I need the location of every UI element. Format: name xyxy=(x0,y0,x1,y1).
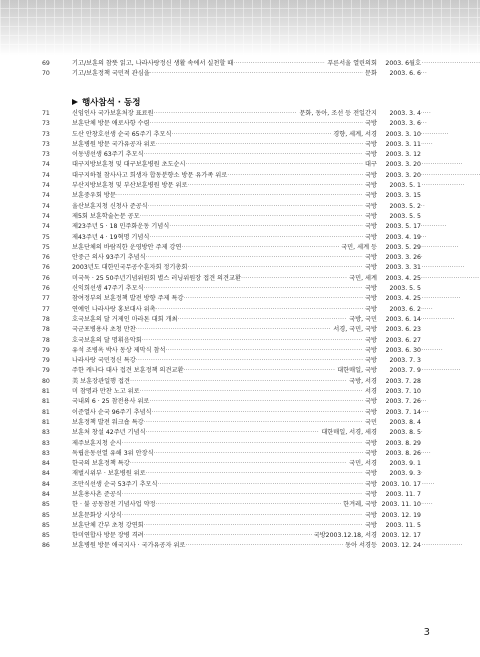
entry-number: 78 xyxy=(42,336,50,344)
entry-number: 73 xyxy=(42,120,50,128)
entry-date: 2003. 4. 25 xyxy=(385,274,421,282)
entry-number: 76 xyxy=(42,274,50,282)
entry-publication: 국방 xyxy=(365,264,377,272)
entry-title-text: 한국의 보훈정책 특강 xyxy=(72,460,130,468)
entry-source xyxy=(363,191,421,201)
entry-number: 80 xyxy=(42,377,50,385)
entry-date: 2003. 4. 25 xyxy=(385,295,421,303)
entry-publication: 국방 xyxy=(365,171,377,179)
event-entry-list xyxy=(0,109,480,552)
entry-date: 2003. 5. 1 xyxy=(389,182,421,190)
entry-publication: 문화, 동아, 조선 등 전일간지 xyxy=(299,110,377,117)
toc-row xyxy=(0,336,480,346)
entry-source xyxy=(363,181,421,191)
entry-source xyxy=(347,315,421,325)
entry-date: 2003. 10. 17 xyxy=(381,480,421,488)
toc-row xyxy=(0,418,480,428)
toc-row xyxy=(0,490,480,500)
entry-publication: 국방 xyxy=(365,490,377,498)
toc-row xyxy=(0,469,480,479)
entry-title-text: 보훈문화상 시상식 xyxy=(72,511,122,519)
entry-date: 2003. 6. 30 xyxy=(385,346,421,354)
entry-number: 84 xyxy=(42,460,50,468)
toc-row xyxy=(0,428,480,438)
entry-number: 81 xyxy=(42,408,50,416)
entry-publication: 국방 xyxy=(365,357,377,365)
entry-source xyxy=(339,243,421,253)
entry-source xyxy=(363,521,421,531)
entry-date: 2003. 8. 5 xyxy=(389,429,421,437)
entry-number: 74 xyxy=(42,212,50,220)
toc-row xyxy=(0,59,480,69)
entry-number: 74 xyxy=(42,171,50,179)
entry-title-text: 참여정부의 보훈정책 발전 방향 주제 특강 xyxy=(72,295,184,303)
entry-date: 2003. 8. 29 xyxy=(385,439,421,447)
entry-number: 74 xyxy=(42,182,50,190)
toc-row xyxy=(0,150,480,160)
entry-number: 79 xyxy=(42,346,50,354)
entry-number: 73 xyxy=(42,130,50,138)
entry-date: 2003. 5. 29 xyxy=(385,243,421,251)
entry-title-text: 대구지하철 참사사고 희생자 합동분향소 방문 유가족 위로 xyxy=(72,171,228,179)
entry-source xyxy=(363,253,421,263)
entry-title-text: 보훈정책 발전 워크숍 특강 xyxy=(72,418,144,426)
entry-title-text: 제43주년 4 · 19혁명 기념식 xyxy=(72,233,150,241)
entry-date: 2003. 5. 5 xyxy=(389,285,421,293)
section-title: 행사참석 · 동정 xyxy=(82,98,141,108)
entry-title-text: 조만식선생 순국 53주기 추모식 xyxy=(72,480,158,488)
entry-source xyxy=(363,294,421,304)
entry-publication: 국방 xyxy=(365,212,377,220)
entry-title-text: 보훈중우회 방문 xyxy=(72,192,116,200)
entry-source xyxy=(363,439,421,449)
entry-source xyxy=(363,263,421,273)
entry-date: 2003. 7. 26 xyxy=(385,398,421,406)
entry-publication: 국방 xyxy=(365,223,377,231)
entry-publication: 국민 xyxy=(365,418,377,426)
entry-title-text: 한 · 불 공동참전 기념사업 약정 xyxy=(72,501,156,509)
entry-source xyxy=(363,202,421,212)
toc-row xyxy=(0,377,480,387)
entry-number: 78 xyxy=(42,326,50,334)
entry-title-text: 대구지방보훈청 및 대구보훈병원 초도순시 xyxy=(72,161,186,169)
entry-number: 83 xyxy=(42,449,50,457)
entry-title-text: 제23주년 5 · 18 민주화운동 기념식 xyxy=(72,223,170,231)
entry-number: 75 xyxy=(42,243,50,251)
entry-publication: 대한매일, 서경, 세경 xyxy=(321,429,377,437)
entry-publication: 국방 xyxy=(365,449,377,457)
entry-source xyxy=(363,418,421,428)
entry-number: 85 xyxy=(42,501,50,509)
entry-publication: 국방 xyxy=(365,336,377,344)
entry-source xyxy=(363,160,421,170)
entry-title-text: 안중근 의사 93주기 추념식 xyxy=(72,254,146,262)
entry-date: 2003. 3. 26 xyxy=(385,254,421,262)
entry-date: 2003. 6. 6 xyxy=(389,70,421,78)
entry-title-text: 호국보훈의 달 명휘음악회 xyxy=(72,336,142,344)
entry-publication: 국방2003.12.18, 서경 xyxy=(313,532,377,540)
entry-publication: 국방 xyxy=(365,140,377,148)
entry-title-text: 보훈단체 간부 초청 강연회 xyxy=(72,521,144,529)
entry-title-text: 보훈처 창설 42주년 기념식 xyxy=(72,429,146,437)
entry-number: 84 xyxy=(42,490,50,498)
entry-date: 2003. 7. 14 xyxy=(385,408,421,416)
header-banner xyxy=(0,0,480,56)
entry-number: 84 xyxy=(42,470,50,478)
entry-title-text: 재벌시위부 · 보훈병원 위로 xyxy=(72,470,146,478)
entry-publication: 서경 xyxy=(365,388,377,396)
entry-source xyxy=(297,109,421,119)
entry-publication: 국방 xyxy=(365,192,377,200)
entry-date: 2003. 3. 12 xyxy=(385,151,421,159)
entry-date: 2003. 8. 4 xyxy=(389,418,421,426)
entry-publication: 국방 xyxy=(365,182,377,190)
entry-publication: 문화 xyxy=(365,70,377,78)
entry-date: 2003. 3. 11 xyxy=(385,140,421,148)
entry-number: 83 xyxy=(42,429,50,437)
entry-title-text: 호국보훈의 달 거제인 마라톤 대회 개최 xyxy=(72,315,178,323)
entry-source xyxy=(331,130,421,140)
entry-date: 2003. 11. 10 xyxy=(381,501,421,509)
entry-publication: 국방 xyxy=(365,408,377,416)
entry-publication: 국방 xyxy=(365,346,377,354)
entry-date: 2003. 6. 2 xyxy=(389,305,421,313)
entry-date: 2003. 6월호 xyxy=(385,60,421,67)
entry-publication: 대구 xyxy=(365,161,377,169)
entry-date: 2003. 4. 19 xyxy=(385,233,421,241)
toc-row xyxy=(0,130,480,140)
toc-row xyxy=(0,294,480,304)
entry-publication: 국방 xyxy=(365,285,377,293)
entry-title-text: 보훈병원 방문 국가유공자 위로 xyxy=(72,140,156,148)
entry-title-text: 도산 안창호선생 순국 65주기 추모식 xyxy=(72,130,172,138)
entry-number: 75 xyxy=(42,233,50,241)
toc-row xyxy=(0,284,480,294)
entry-source xyxy=(363,171,421,181)
entry-source xyxy=(363,336,421,346)
entry-title-text: 보훈용사촌 준공식 xyxy=(72,490,122,498)
entry-date: 2003. 3. 31 xyxy=(385,264,421,272)
entry-publication: 국방 xyxy=(365,233,377,241)
entry-title-text: 울산보훈지청 신청사 준공식 xyxy=(72,202,148,210)
entry-title-text: 기고/보훈정책 국민적 관심을 xyxy=(72,70,150,78)
entry-date: 2003. 11. 5 xyxy=(385,521,421,529)
entry-title-text: 제주보훈지청 순시 xyxy=(72,439,122,447)
entry-source xyxy=(347,377,421,387)
entry-source xyxy=(363,408,421,418)
banner-pattern xyxy=(0,0,480,56)
entry-date: 2003. 7. 3 xyxy=(389,357,421,365)
entry-title-text: 연예인 나라사랑 홍보대사 위촉 xyxy=(72,305,156,313)
toc-row xyxy=(0,366,480,376)
entry-date: 2003. 6. 27 xyxy=(385,336,421,344)
entry-title-text: 신임인사 국가보훈처장 표료원 xyxy=(72,110,154,117)
toc-row xyxy=(0,541,480,551)
entry-number: 70 xyxy=(42,70,50,78)
toc-row xyxy=(0,325,480,335)
toc-row xyxy=(0,69,480,79)
entry-number: 86 xyxy=(42,542,50,550)
toc-row xyxy=(0,511,480,521)
toc-row xyxy=(0,243,480,253)
entry-source xyxy=(363,511,421,521)
entry-title-text: 유석 조병옥 박사 동상 제막식 참석 xyxy=(72,346,166,354)
toc-row xyxy=(0,109,480,119)
entry-publication: 국민, 세계 xyxy=(349,274,377,282)
entry-source xyxy=(319,428,421,438)
toc-row xyxy=(0,521,480,531)
entry-source xyxy=(363,284,421,294)
entry-number: 84 xyxy=(42,480,50,488)
entry-number: 81 xyxy=(42,398,50,406)
entry-date: 2003. 7. 9 xyxy=(389,367,421,375)
entry-date: 2003. 3. 15 xyxy=(385,192,421,200)
entry-date: 2003. 9. 3 xyxy=(389,470,421,478)
toc-row xyxy=(0,263,480,273)
entry-publication: 푸른서울 열린의회 xyxy=(327,60,377,67)
entry-source xyxy=(363,305,421,315)
toc-row xyxy=(0,222,480,232)
entry-date: 2003. 5. 17 xyxy=(385,223,421,231)
entry-source xyxy=(363,480,421,490)
entry-source xyxy=(363,397,421,407)
toc-row xyxy=(0,202,480,212)
entry-number: 77 xyxy=(42,295,50,303)
entry-number: 79 xyxy=(42,367,50,375)
toc-row xyxy=(0,449,480,459)
entry-title-text: 기고/보훈의 참뜻 읽고, 나라사랑정신 생활 속에서 실천할 때 xyxy=(72,60,234,67)
entry-publication: 서경, 국민, 국방 xyxy=(333,326,377,334)
entry-number: 71 xyxy=(42,110,50,117)
toc-row xyxy=(0,233,480,243)
entry-source xyxy=(363,490,421,500)
entry-source xyxy=(363,140,421,150)
entry-date: 2003. 11. 7 xyxy=(385,490,421,498)
entry-date: 2003. 7. 10 xyxy=(385,388,421,396)
entry-date: 2003. 3. 20 xyxy=(385,171,421,179)
toc-row xyxy=(0,305,480,315)
top-entry-list xyxy=(0,59,480,80)
entry-publication: 동아 서경등 xyxy=(345,542,377,550)
entry-number: 85 xyxy=(42,532,50,540)
page-number: 3 xyxy=(423,627,430,638)
toc-row xyxy=(0,480,480,490)
toc-row xyxy=(0,500,480,510)
entry-date: 2003. 12. 19 xyxy=(381,511,421,519)
entry-date: 2003. 3. 4 xyxy=(389,110,421,117)
entry-publication: 국방 xyxy=(365,470,377,478)
entry-date: 2003. 3. 20 xyxy=(385,161,421,169)
entry-publication: 국방 xyxy=(365,521,377,529)
entry-title-text: 미 참명과 만찬 노고 위로 xyxy=(72,388,140,396)
entry-title-text: 보훈병원 방문 애국지사 · 국가유공자 위로 xyxy=(72,542,186,550)
entry-publication: 국방 xyxy=(365,511,377,519)
entry-title-text: 독립운동선열 유해 3위 안장식 xyxy=(72,449,154,457)
entry-title-text: 보훈단체의 바람직한 운영방안 주제 강연 xyxy=(72,243,182,251)
entry-publication: 국방 xyxy=(365,480,377,488)
entry-number: 73 xyxy=(42,140,50,148)
entry-source xyxy=(363,119,421,129)
toc-row xyxy=(0,181,480,191)
entry-date: 2003. 6. 23 xyxy=(385,326,421,334)
entry-title-text: 제5회 보훈학술논문 공모 xyxy=(72,212,140,220)
section-heading xyxy=(72,96,140,108)
entry-source xyxy=(347,459,421,469)
entry-source xyxy=(363,222,421,232)
entry-number: 73 xyxy=(42,151,50,159)
entry-source xyxy=(341,500,421,510)
entry-number: 79 xyxy=(42,357,50,365)
entry-publication: 국방 xyxy=(365,120,377,128)
entry-publication: 국방 xyxy=(365,439,377,447)
toc-row xyxy=(0,439,480,449)
entry-number: 81 xyxy=(42,388,50,396)
entry-source xyxy=(331,325,421,335)
entry-title-text: 2003년도 대한민국무공수훈자회 정기총회 xyxy=(72,264,188,272)
entry-number: 78 xyxy=(42,315,50,323)
entry-number: 81 xyxy=(42,418,50,426)
entry-publication: 한겨레, 국방 xyxy=(343,501,377,509)
entry-publication: 국민, 서경 xyxy=(349,460,377,468)
entry-source xyxy=(363,387,421,397)
toc-row xyxy=(0,408,480,418)
entry-publication: 국방 xyxy=(365,398,377,406)
entry-publication: 대한매일, 국방 xyxy=(337,367,377,375)
entry-publication: 국방 xyxy=(365,202,377,210)
entry-source xyxy=(363,469,421,479)
entry-title-text: 부산지방보훈청 및 부산보훈병원 방문 위로 xyxy=(72,182,188,190)
entry-date: 2003. 5. 5 xyxy=(389,212,421,220)
entry-number: 74 xyxy=(42,223,50,231)
entry-title-text: 이동냉선생 63주기 추모식 xyxy=(72,151,144,159)
toc-row xyxy=(0,274,480,284)
entry-date: 2003. 8. 26 xyxy=(385,449,421,457)
entry-number: 77 xyxy=(42,305,50,313)
entry-date: 2003. 5. 2 xyxy=(389,202,421,210)
entry-publication: 국방, 국민 xyxy=(349,315,377,323)
toc-row xyxy=(0,171,480,181)
toc-row xyxy=(0,253,480,263)
entry-date: 2003. 9. 1 xyxy=(389,460,421,468)
entry-date: 2003. 6. 14 xyxy=(385,315,421,323)
entry-source xyxy=(343,541,421,551)
toc-row xyxy=(0,459,480,469)
entry-publication: 국방 xyxy=(365,295,377,303)
entry-title-text: 보훈단체 방문 애로사항 수렴 xyxy=(72,120,150,128)
entry-publication: 국방 xyxy=(365,151,377,159)
entry-source xyxy=(363,212,421,222)
toc-row xyxy=(0,397,480,407)
entry-date: 2003. 7. 28 xyxy=(385,377,421,385)
entry-number: 76 xyxy=(42,254,50,262)
entry-source xyxy=(363,449,421,459)
entry-title-text: 이준열사 순국 96주기 추념식 xyxy=(72,408,152,416)
entry-source xyxy=(325,59,421,69)
toc-row xyxy=(0,387,480,397)
entry-number: 74 xyxy=(42,161,50,169)
entry-source xyxy=(363,356,421,366)
entry-publication: 국방 xyxy=(365,254,377,262)
entry-number: 76 xyxy=(42,264,50,272)
entry-title-text: 미국독 · 25 50주년기념위원회 별스 러닝위원장 접견 의견교환 xyxy=(72,274,241,282)
toc-row xyxy=(0,315,480,325)
entry-source xyxy=(363,69,421,79)
toc-row xyxy=(0,346,480,356)
entry-number: 69 xyxy=(42,60,50,67)
toc-row xyxy=(0,160,480,170)
entry-publication: 국민, 세계 등 xyxy=(341,243,377,251)
entry-publication: 국방 xyxy=(365,305,377,313)
entry-date: 2003. 3. 10 xyxy=(385,130,421,138)
entry-title-text: 국군포병용사 초청 만찬 xyxy=(72,326,136,334)
toc-row xyxy=(0,191,480,201)
toc-row xyxy=(0,356,480,366)
entry-number: 74 xyxy=(42,192,50,200)
toc-row xyxy=(0,140,480,150)
entry-number: 76 xyxy=(42,285,50,293)
entry-title-text: 美 보훈장관일행 접견 xyxy=(72,377,130,385)
entry-date: 2003. 12. 17 xyxy=(381,532,421,540)
entry-source xyxy=(363,150,421,160)
entry-source xyxy=(335,366,421,376)
triangle-bullet-icon xyxy=(72,99,78,105)
entry-title-text: 나라사랑 국민정신 특강 xyxy=(72,357,136,365)
entry-date: 2003. 3. 6 xyxy=(389,120,421,128)
entry-date: 2003. 12. 24 xyxy=(381,542,421,550)
entry-source xyxy=(363,346,421,356)
entry-number: 85 xyxy=(42,511,50,519)
entry-title-text: 국내외 6 · 25 참전용사 위로 xyxy=(72,398,150,406)
entry-title-text: 주한 캐나다 대사 접견 보훈정책 의견교환 xyxy=(72,367,184,375)
toc-row xyxy=(0,212,480,222)
entry-number: 74 xyxy=(42,202,50,210)
toc-row xyxy=(0,531,480,541)
entry-source xyxy=(363,233,421,243)
entry-number: 83 xyxy=(42,439,50,447)
entry-publication: 경향, 세계, 서경 xyxy=(333,130,377,138)
entry-title-text: 신익희선생 47주기 추모식 xyxy=(72,285,144,293)
entry-title-text: 한미연합사 방문 장병 격려 xyxy=(72,532,144,540)
entry-source xyxy=(312,531,421,541)
toc-row xyxy=(0,119,480,129)
entry-source xyxy=(347,274,421,284)
entry-publication: 국방, 서경 xyxy=(349,377,377,385)
entry-number: 85 xyxy=(42,521,50,529)
